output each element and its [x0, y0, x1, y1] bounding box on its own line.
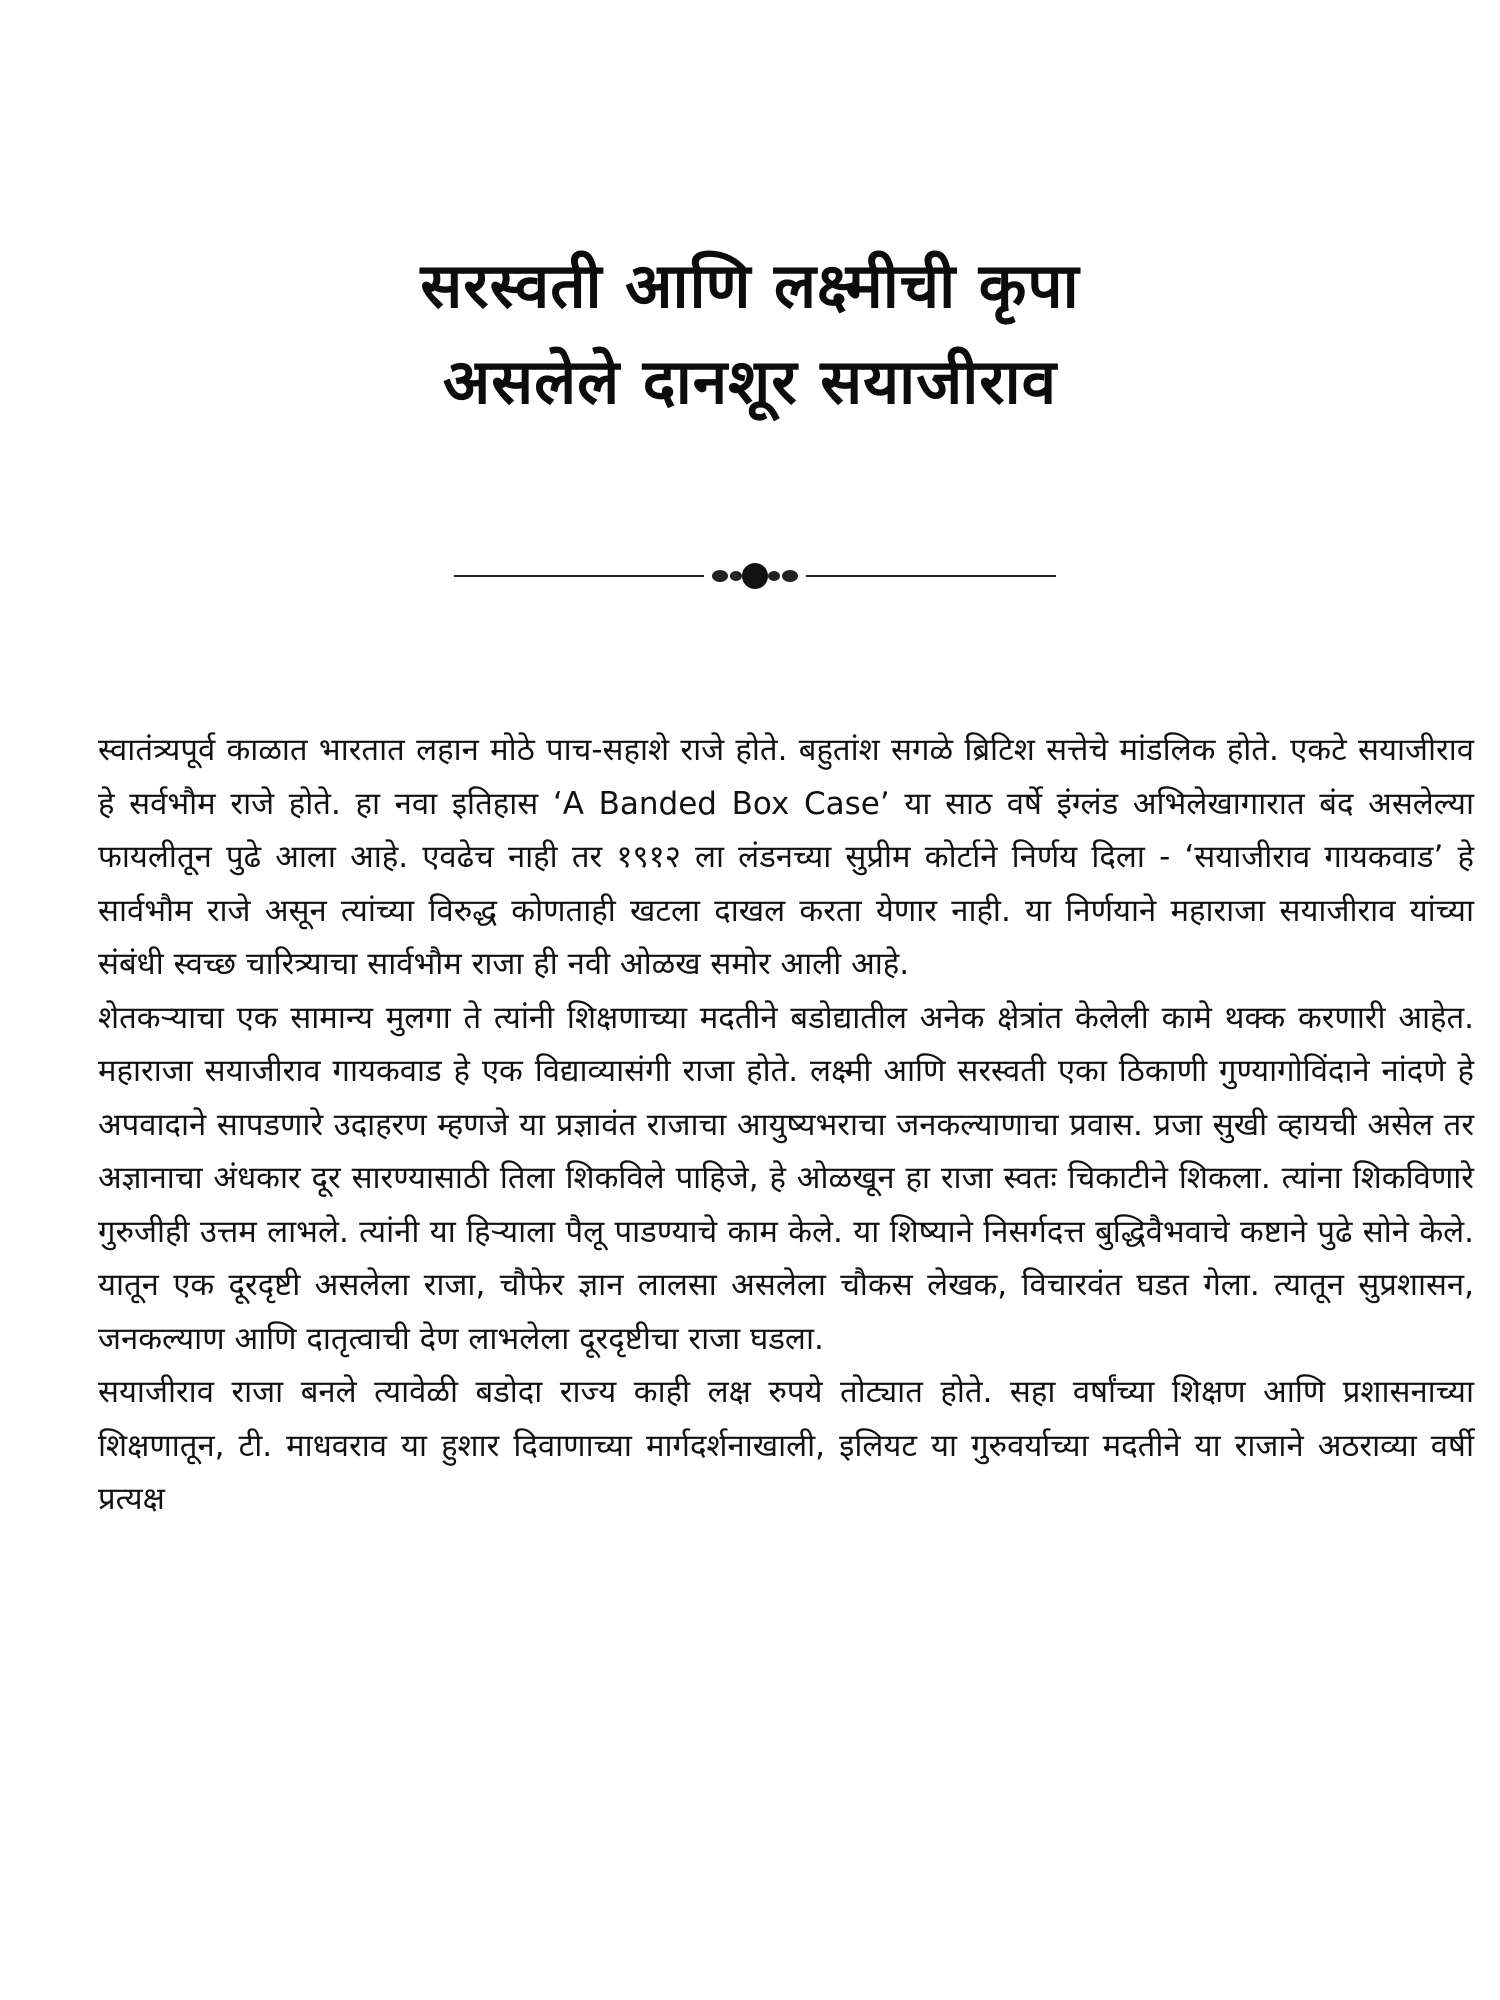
chapter-title-line-2: असलेले दानशूर सयाजीराव — [442, 345, 1058, 418]
paragraph-1: स्वातंत्र्यपूर्व काळात भारतात लहान मोठे पाच-सहाशे राजे होते. बहुतांश सगळे ब्रिटिश सत्तेचे मांडलिक होते. एकटे सयाजीराव हे सर्वभौम राजे होते. हा नवा इतिहास ‘A Banded Box Case’ या साठ वर्षे इंग्लंड अभिलेखागारात बंद असलेल्या फायलीतून पुढे आला आहे. एवढेच नाही तर १९१२ ला लंडनच्या सुप्रीम कोर्टाने निर्णय दिला - ‘सयाजीराव गायकवाड’ हे सार्वभौम राजे असून त्यांच्या विरुद्ध कोणताही खटला दाखल करता येणार नाही. या निर्णयाने महाराजा सयाजीराव यांच्या संबंधी स्वच्छ चारित्र्याचा सार्वभौम राजा ही नवी ओळख समोर आली आहे. — [98, 732, 1474, 982]
paragraph-2: शेतकऱ्याचा एक सामान्य मुलगा ते त्यांनी शिक्षणाच्या मदतीने बडोद्यातील अनेक क्षेत्रांत केलेली कामे थक्क करणारी आहेत. महाराजा सयाजीराव गायकवाड हे एक विद्याव्यासंगी राजा होते. लक्ष्मी आणि सरस्वती एका ठिकाणी गुण्यागोविंदाने नांदणे हे अपवादाने सापडणारे उदाहरण म्हणजे या प्रज्ञावंत राजाचा आयुष्यभराचा जनकल्याणाचा प्रवास. प्रजा सुखी व्हायची असेल तर अज्ञानाचा अंधकार दूर सारण्यासाठी तिला शिकविले पाहिजे, हे ओळखून हा राजा स्वतः चिकाटीने शिकला. त्यांना शिकविणारे गुरुजीही उत्तम लाभले. त्यांनी या हिऱ्याला पैलू पाडण्याचे काम केले. या शिष्याने निसर्गदत्त बुद्धिवैभवाचे कष्टाने पुढे सोने केले. यातून एक दूरदृष्टी असलेला राजा, चौफेर ज्ञान लालसा असलेला चौकस लेखक, विचारवंत घडत गेला. त्यातून सुप्रशासन, जनकल्याण आणि दातृत्वाची देण लाभलेला दूरदृष्टीचा राजा घडला. — [98, 999, 1474, 1357]
ornament-divider — [454, 556, 1056, 596]
chapter-title — [150, 238, 1350, 430]
body-text — [98, 724, 1474, 1527]
paragraph-3: सयाजीराव राजा बनले त्यावेळी बडोदा राज्य काही लक्ष रुपये तोट्यात होते. सहा वर्षांच्या शिक्षण आणि प्रशासनाच्या शिक्षणातून, टी. माधवराव या हुशार दिवाणाच्या मार्गदर्शनाखाली, इलियट या गुरुवर्याच्या मदतीने या राजाने अठराव्या वर्षी प्रत्यक्ष — [98, 1374, 1474, 1517]
chapter-title-line-1: सरस्वती आणि लक्ष्मीची कृपा — [420, 249, 1080, 322]
